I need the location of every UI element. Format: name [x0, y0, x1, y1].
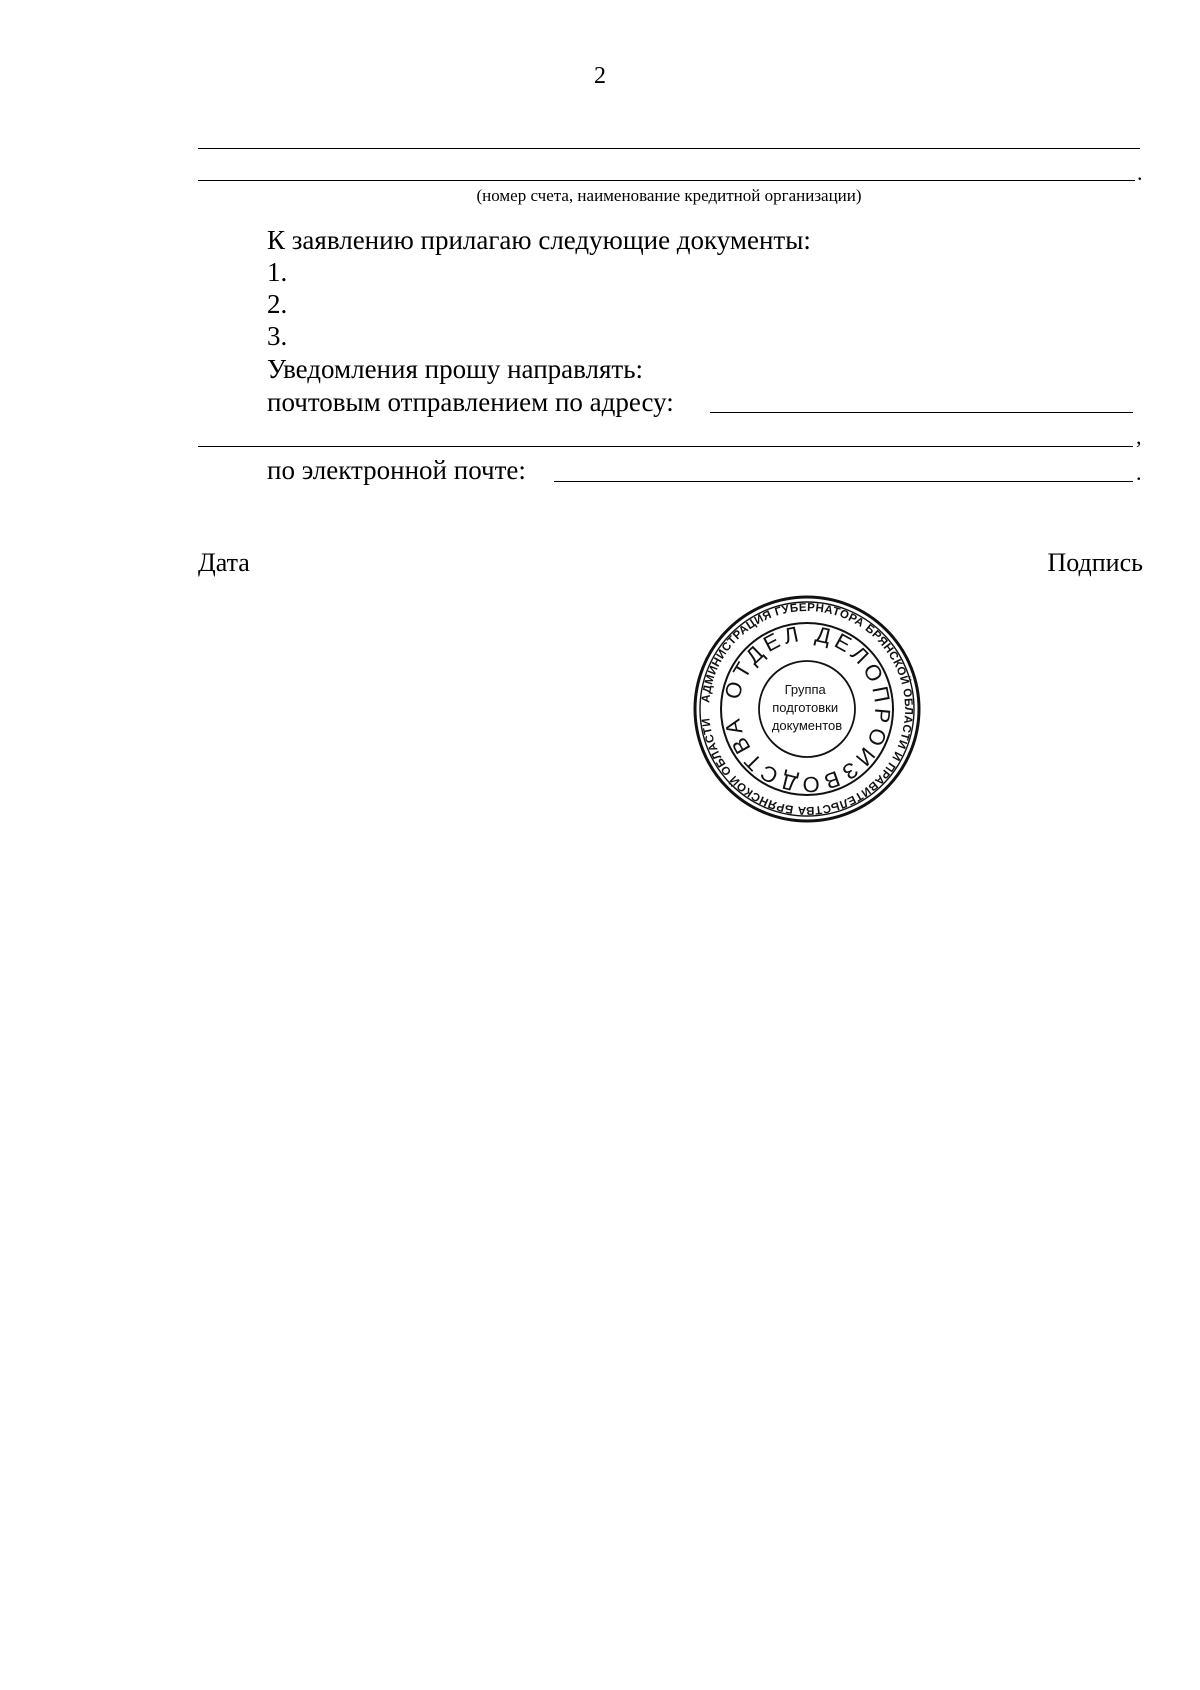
stamp-inner-textpath: ОТДЕЛ ДЕЛОПРОИЗВОДСТВА	[719, 620, 896, 798]
attachment-item-3: 3.	[267, 321, 288, 351]
postal-line-comma: ,	[1136, 424, 1142, 449]
account-line-2[interactable]	[198, 180, 1135, 181]
postal-address-line-1[interactable]	[710, 412, 1133, 413]
postal-label: почтовым отправлением по адресу:	[267, 387, 674, 417]
attachments-heading: К заявлению прилагаю следующие документы:	[267, 225, 811, 255]
attachment-item-1: 1.	[267, 257, 288, 287]
attachment-item-2: 2.	[267, 289, 288, 319]
stamp-outer-textpath: АДМИНИСТРАЦИЯ ГУБЕРНАТОРА БРЯНСКОЙ ОБЛАСТИ И ПРАВИТЕЛЬСТВА БРЯНСКОЙ ОБЛАСТИ	[700, 601, 915, 817]
official-stamp	[692, 594, 922, 824]
signature-label: Подпись	[1047, 548, 1143, 577]
notifications-heading: Уведомления прошу направлять:	[267, 354, 644, 384]
account-caption: (номер счета, наименование кредитной организации)	[476, 186, 862, 205]
date-label: Дата	[198, 548, 250, 577]
stamp-center-line-1: Группа	[784, 682, 826, 697]
account-line-1[interactable]	[198, 148, 1140, 149]
page-number: 2	[594, 63, 606, 89]
stamp-center-text	[772, 682, 842, 733]
stamp-center-line-3: документов	[771, 718, 843, 733]
email-line-period: .	[1136, 460, 1142, 485]
stamp-center-line-2: подготовки	[772, 700, 839, 715]
email-label: по электронной почте:	[267, 455, 526, 485]
email-line[interactable]	[554, 481, 1133, 482]
postal-address-line-2[interactable]	[198, 446, 1133, 447]
account-line-period: .	[1137, 160, 1143, 185]
